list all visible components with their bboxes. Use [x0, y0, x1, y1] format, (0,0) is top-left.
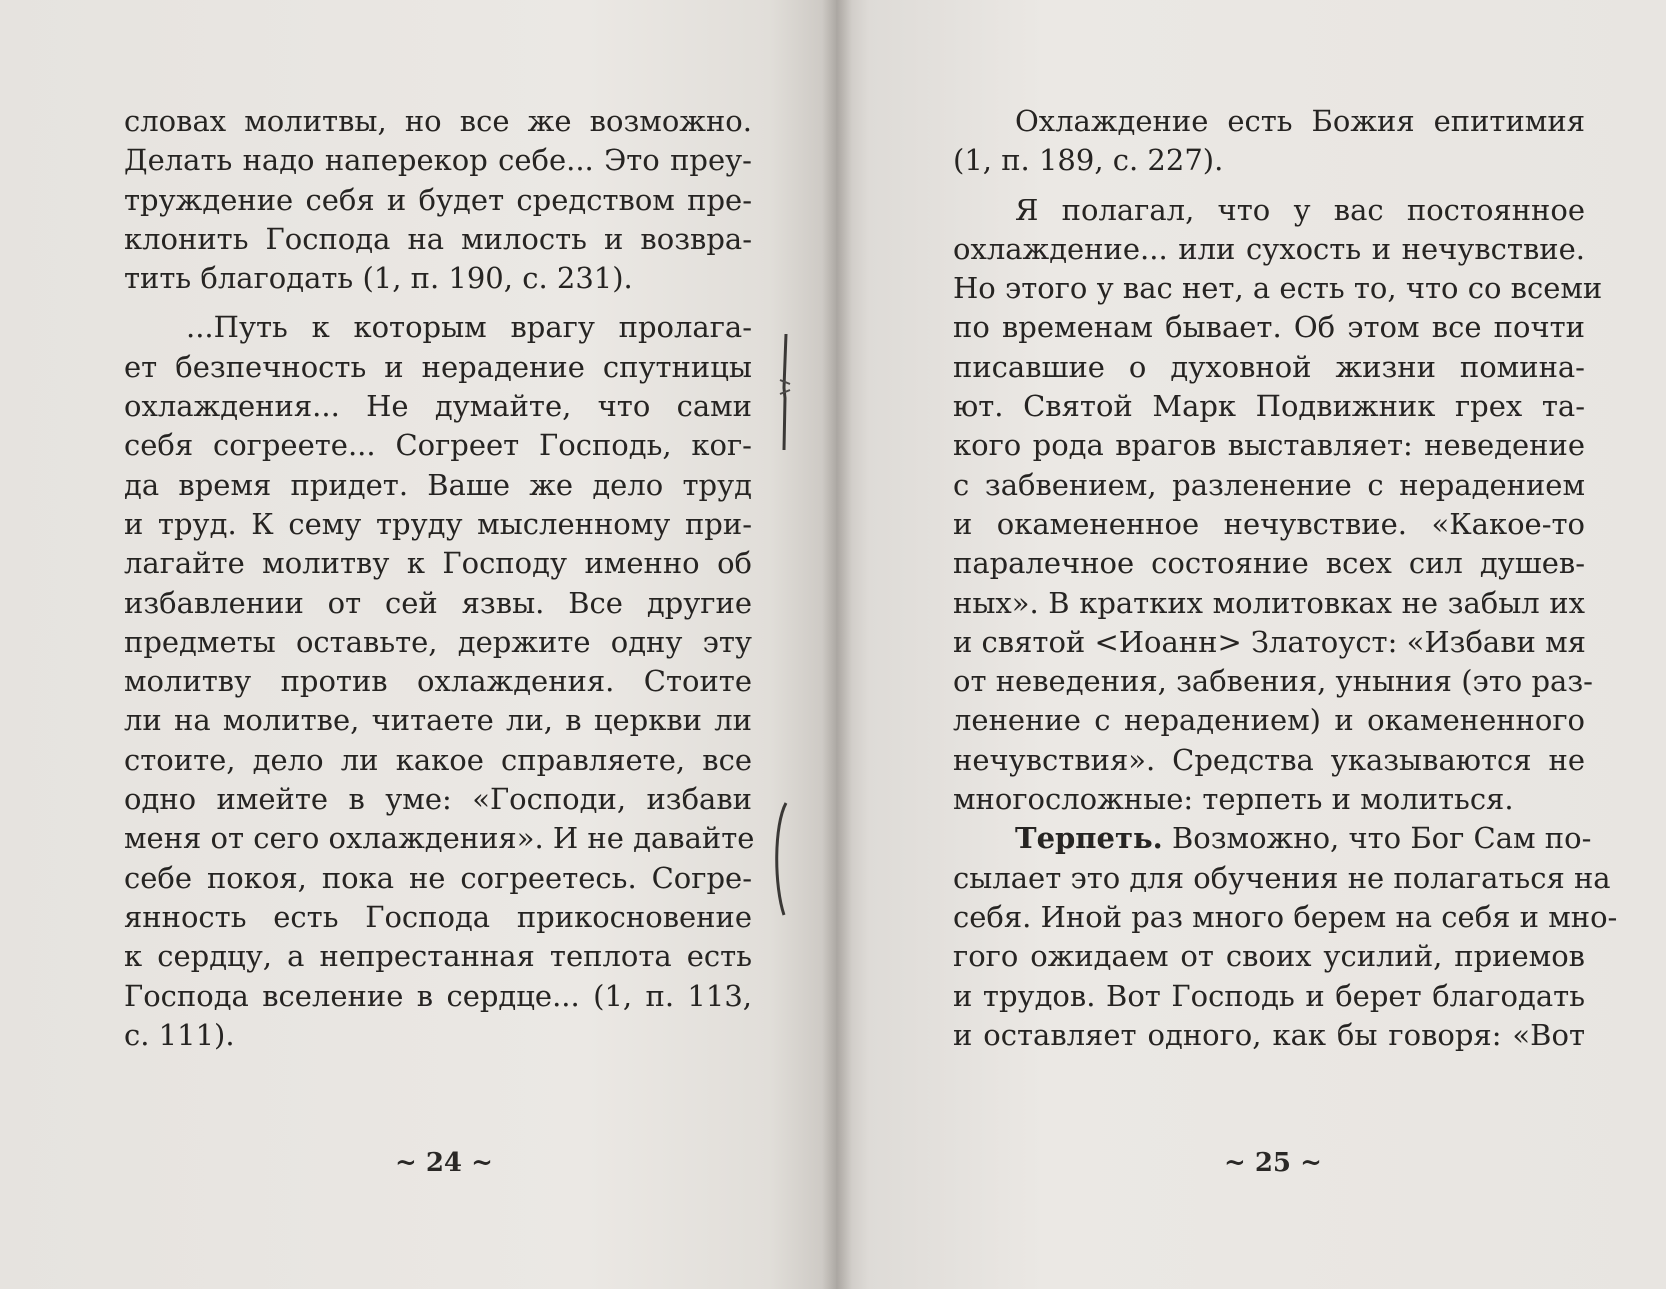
staple-top-icon	[770, 328, 800, 458]
text-line: и святой <Иоанн> Златоуст: «Избави мя	[953, 624, 1586, 659]
text-line: гого ожидаем от своих усилий, приемов	[953, 939, 1585, 974]
text-segment: Возможно, что Бог Сам по-	[1171, 821, 1592, 856]
text-line: ет безпечность и нерадение спутницы	[124, 349, 752, 384]
text-line: клонить Господа на милость и возвра-	[124, 221, 752, 256]
text-line: Но этого у вас нет, а есть то, что со всеми	[953, 271, 1603, 306]
text-line: ли на молитве, читаете ли, в церкви ли	[124, 703, 752, 738]
text-line: многосложные: терпеть и молиться.	[953, 782, 1514, 817]
text-line: по временам бывает. Об этом все почти	[953, 310, 1585, 345]
spine-shadow	[822, 0, 852, 1289]
text-line: словах молитвы, но все же возможно.	[124, 104, 752, 138]
text-line: с забвением, разленение с нерадением	[953, 467, 1585, 502]
text-line: труждение себя и будет средством пре-	[124, 182, 752, 217]
text-line: да время придет. Ваше же дело труд	[124, 467, 752, 502]
page-number-left: ~ 24 ~	[395, 1148, 493, 1178]
text-line: ленение с нерадением) и окамененного	[953, 703, 1585, 738]
text-line: охлаждения... Не думайте, что сами	[124, 389, 752, 424]
text-line: паралечное состояние всех сил душев-	[953, 546, 1585, 581]
text-line: к сердцу, а непрестанная теплота есть	[124, 939, 752, 974]
text-line: охлаждение... или сухость и нечувствие.	[953, 231, 1585, 266]
text-line: молитву против охлаждения. Стоите	[124, 664, 752, 699]
text-line: тить благодать (1, п. 190, с. 231).	[124, 261, 633, 296]
text-line: меня от сего охлаждения». И не давайте	[124, 821, 755, 856]
right-page-text	[953, 102, 1618, 1055]
text-line: одно имейте в уме: «Господи, избави	[124, 782, 752, 817]
text-line: (1, п. 189, с. 227).	[953, 143, 1224, 178]
text-line: с. 111).	[124, 1017, 235, 1052]
text-line: ют. Святой Марк Подвижник грех та-	[953, 389, 1585, 424]
text-line: стоите, дело ли какое справляете, все	[124, 742, 752, 777]
text-line: Господа вселение в сердце... (1, п. 113,	[124, 978, 752, 1013]
text-line: нечувствия». Средства указываются не	[953, 742, 1585, 777]
text-line: и оставляет одного, как бы говоря: «Вот	[953, 1017, 1585, 1052]
text-line: ных». В кратких молитовках не забыл их	[953, 585, 1585, 620]
staple-bottom-icon	[766, 795, 796, 925]
page-number-right: ~ 25 ~	[1224, 1148, 1322, 1178]
text-line: избавлении от сей язвы. Все другие	[124, 585, 752, 620]
text-line: ...Путь к которым врагу пролага-	[186, 310, 752, 345]
text-line: кого рода врагов выставляет: неведение	[953, 428, 1585, 463]
text-line: от неведения, забвения, уныния (это раз-	[953, 664, 1593, 699]
text-line: себе покоя, пока не согреетесь. Согре-	[124, 860, 752, 895]
text-line: себя согреете... Согреет Господь, ког-	[124, 428, 752, 463]
text-line: и окамененное нечувствие. «Какое-то	[953, 506, 1585, 541]
text-line: янность есть Господа прикосновение	[124, 899, 752, 934]
text-line: и труд. К сему труду мысленному при-	[124, 506, 752, 541]
text-line: лагайте молитву к Господу именно об	[124, 546, 752, 581]
text-line	[953, 819, 1592, 858]
text-line: себя. Иной раз много берем на себя и мно-	[953, 899, 1618, 934]
bold-lead-word: Терпеть.	[1015, 821, 1163, 856]
left-page-text	[124, 102, 755, 1055]
text-line: Я полагал, что у вас постоянное	[1015, 192, 1585, 227]
text-line: Делать надо наперекор себе... Это преу-	[124, 143, 752, 178]
text-line: писавшие о духовной жизни помина-	[953, 349, 1585, 384]
text-line: Охлаждение есть Божия епитимия	[1015, 104, 1585, 138]
text-line: предметы оставьте, держите одну эту	[124, 624, 752, 659]
text-line: сылает это для обучения не полагаться на	[953, 860, 1611, 895]
text-line: и трудов. Вот Господь и берет благодать	[953, 978, 1585, 1013]
